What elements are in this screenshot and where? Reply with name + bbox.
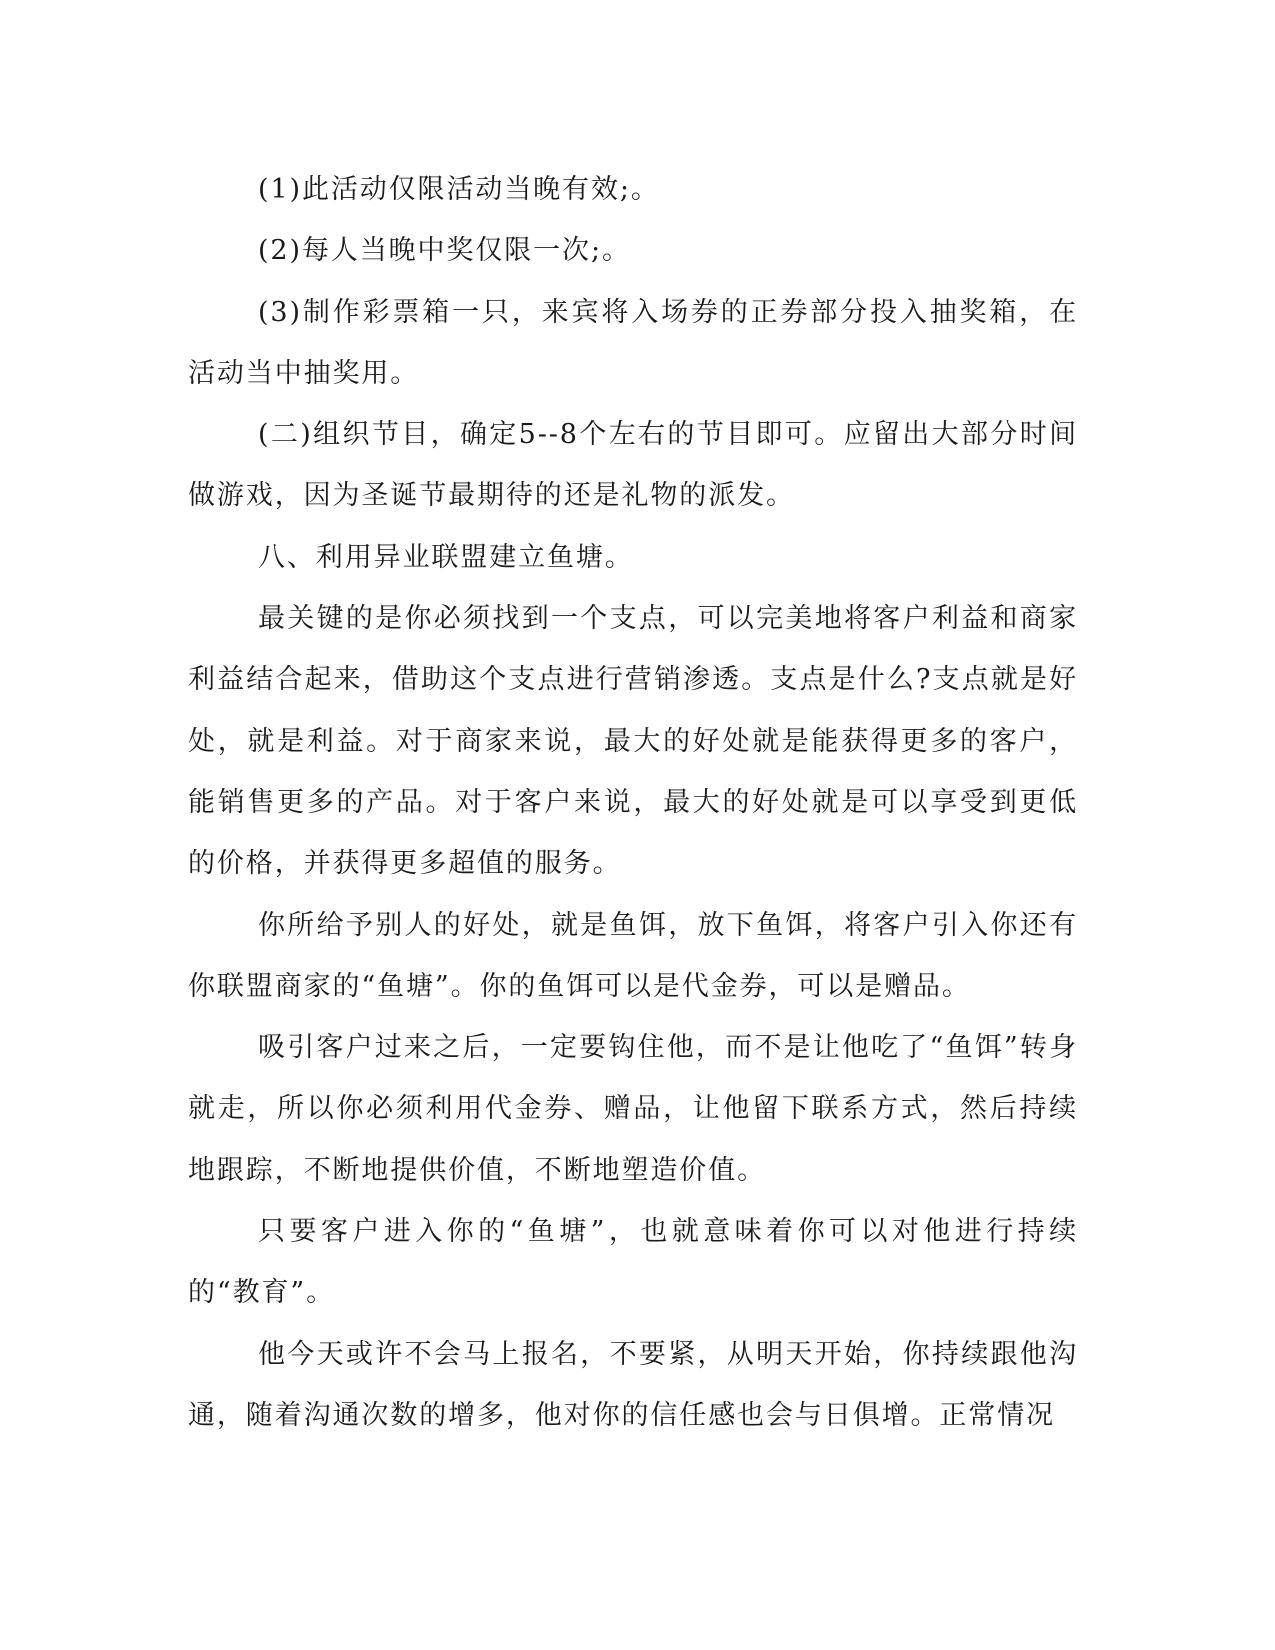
paragraph-program: (二)组织节目，确定5--8个左右的节目即可。应留出大部分时间做游戏，因为圣诞节最期待的还是礼物的派发。 [188,419,1078,512]
paragraph-pond: 只要客户进入你的“鱼塘”，也就意味着你可以对他进行持续的“教育”。 [188,1216,1078,1309]
paragraph-rule-3: (3)制作彩票箱一只，来宾将入场券的正券部分投入抽奖箱，在活动当中抽奖用。 [188,296,1078,389]
paragraph-followup: 他今天或许不会马上报名，不要紧，从明天开始，你持续跟他沟通，随着沟通次数的增多，他对你的信任感也会与日俱增。正常情况 [188,1338,1078,1431]
paragraph-rule-1: (1)此活动仅限活动当晚有效;。 [258,174,660,205]
document-body [188,159,1078,1446]
paragraph-rule-2: (2)每人当晚中奖仅限一次;。 [258,235,631,267]
section-heading-eight: 八、利用异业联盟建立鱼塘。 [258,541,634,573]
paragraph-pivot: 最关键的是你必须找到一个支点，可以完美地将客户利益和商家利益结合起来，借助这个支点进行营销渗透。支点是什么?支点就是好处，就是利益。对于商家来说，最大的好处就是能获得更多的客户，能销售更多的产品。对于客户来说，最大的好处就是可以享受到更低的价格，并获得更多超值的服务。 [188,603,1078,880]
paragraph-hook: 吸引客户过来之后，一定要钩住他，而不是让他吃了“鱼饵”转身就走，所以你必须利用代金券、赠品，让他留下联系方式，然后持续地跟踪，不断地提供价值，不断地塑造价值。 [188,1032,1078,1186]
paragraph-bait: 你所给予别人的好处，就是鱼饵，放下鱼饵，将客户引入你还有你联盟商家的“鱼塘”。你的鱼饵可以是代金券，可以是赠品。 [188,909,1078,1002]
